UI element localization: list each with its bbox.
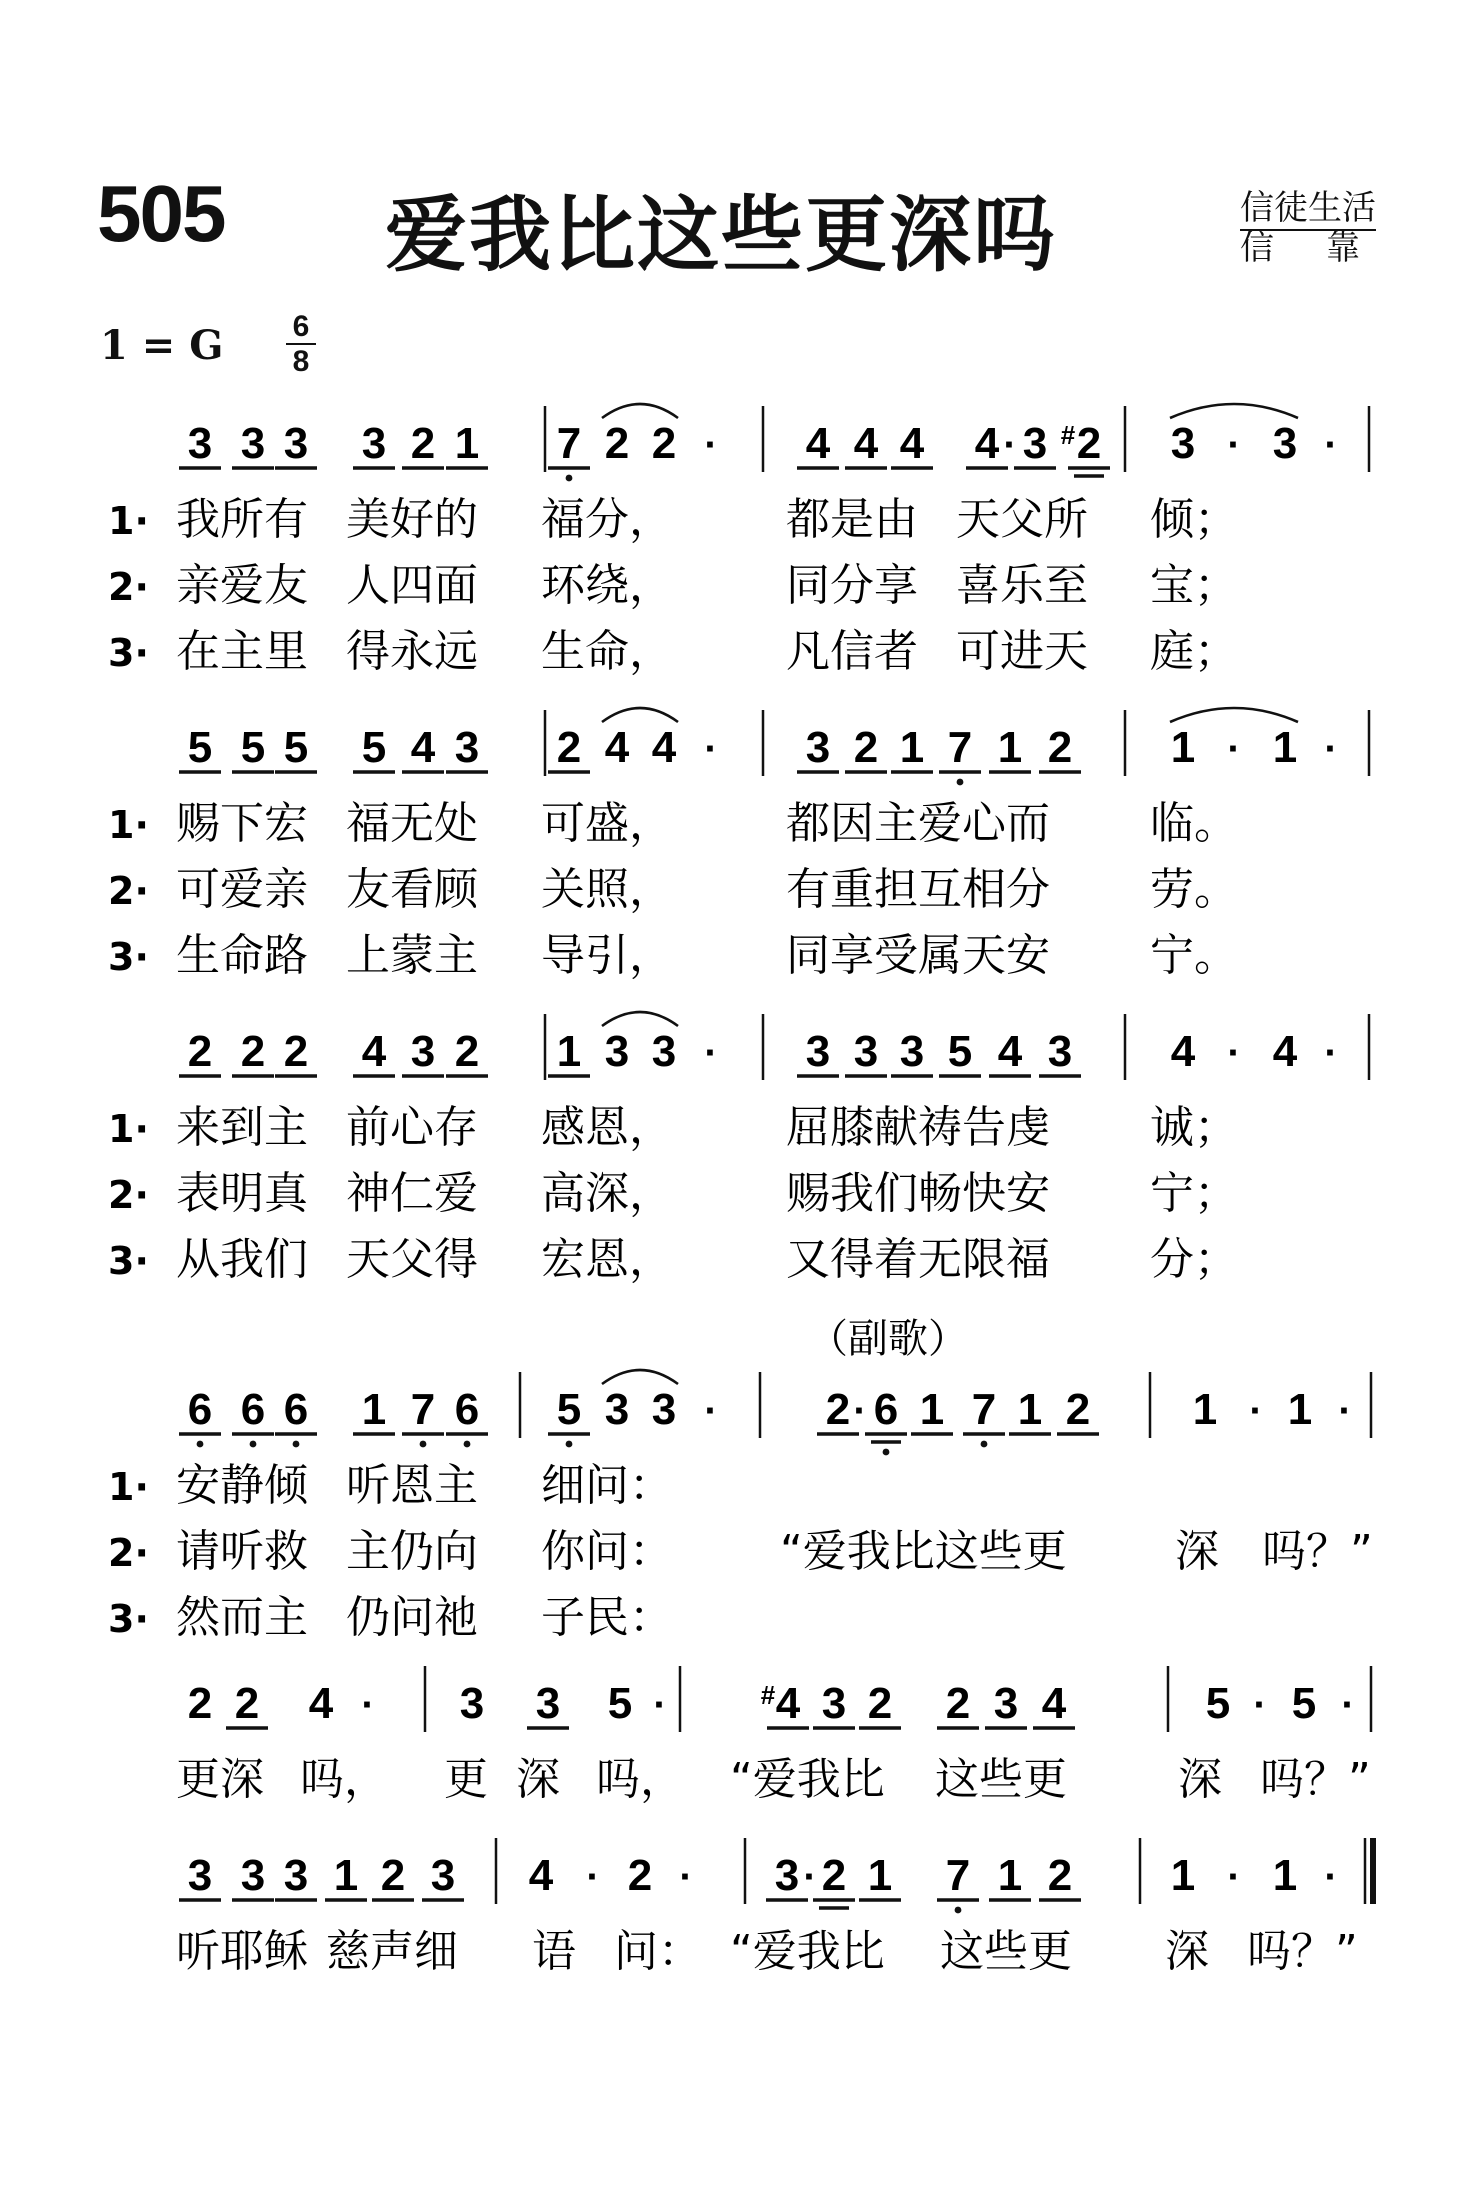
system-4 xyxy=(108,1316,1373,1643)
lyric: 然而主 xyxy=(176,1592,308,1643)
note: 6 xyxy=(454,1385,480,1434)
note: 1 xyxy=(1287,1385,1313,1434)
lyric: 天父得 xyxy=(346,1234,478,1285)
lyric: 慈声细 xyxy=(326,1926,458,1977)
slur xyxy=(602,1012,678,1026)
duration-dot: · xyxy=(704,423,718,467)
lyric: 福无处 xyxy=(346,798,478,849)
note: 4 xyxy=(1041,1679,1067,1728)
note: 1 xyxy=(361,1385,387,1434)
lyric: 得永远 xyxy=(346,626,478,677)
lyric: 子民： xyxy=(541,1592,673,1643)
note: 1 xyxy=(454,419,480,468)
lyric: 你问： xyxy=(541,1526,673,1577)
lyric: 仍问祂 xyxy=(346,1592,478,1643)
note: 2 xyxy=(1047,1851,1073,1900)
duration-dot: · xyxy=(1003,423,1017,467)
duration-dot: · xyxy=(1227,727,1241,771)
note: 3 xyxy=(1272,419,1298,468)
time-signature-top: 6 xyxy=(292,310,310,343)
note: 2 xyxy=(627,1851,653,1900)
lyric: 请听救 xyxy=(176,1526,308,1577)
lyric: “爱我比 xyxy=(730,1926,885,1977)
note: 4 xyxy=(528,1851,554,1900)
lyric: 更深 xyxy=(176,1754,264,1805)
note: 5 xyxy=(187,723,213,772)
note: 6 xyxy=(187,1385,213,1434)
note: 3 xyxy=(410,1027,436,1076)
lyric: 赐我们畅快安 xyxy=(786,1168,1050,1219)
duration-dot: · xyxy=(1324,423,1338,467)
duration-dot: · xyxy=(704,1031,718,1075)
verse-number: 2· xyxy=(108,869,149,913)
lyric: 同分享 xyxy=(786,560,918,611)
note: 4 xyxy=(775,1679,801,1728)
note: 4 xyxy=(651,723,677,772)
lyric: 感恩， xyxy=(541,1102,673,1153)
lyric: 宁。 xyxy=(1150,930,1238,981)
note: 1 xyxy=(333,1851,359,1900)
note: 3 xyxy=(805,723,831,772)
duration-dot: · xyxy=(1341,1683,1355,1727)
octave-dot xyxy=(293,1441,300,1448)
slur xyxy=(1170,708,1298,722)
note: 1 xyxy=(867,1851,893,1900)
note: 3 xyxy=(853,1027,879,1076)
lyric: 更 xyxy=(444,1754,488,1805)
note: 4 xyxy=(853,419,879,468)
note: 3 xyxy=(604,1385,630,1434)
note: 4 xyxy=(1272,1027,1298,1076)
lyric: 安静倾 xyxy=(176,1460,308,1511)
note: 3 xyxy=(459,1679,485,1728)
note: 5 xyxy=(1205,1679,1231,1728)
note: 4 xyxy=(410,723,436,772)
credit-subcategory: 信靠 xyxy=(1240,228,1412,268)
lyric: 主仍向 xyxy=(346,1526,478,1577)
note: 7 xyxy=(556,419,582,468)
lyric: 导引， xyxy=(541,930,673,981)
octave-dot xyxy=(955,1907,962,1914)
lyric: 有重担互相分 xyxy=(786,864,1050,915)
note: 3 xyxy=(535,1679,561,1728)
duration-dot: · xyxy=(1324,727,1338,771)
note: 5 xyxy=(240,723,266,772)
note: 2 xyxy=(380,1851,406,1900)
lyric: 上蒙主 xyxy=(346,930,478,981)
note: 5 xyxy=(361,723,387,772)
slur xyxy=(602,404,678,418)
sharp-sign: # xyxy=(760,1680,776,1710)
lyric: 吗？” xyxy=(1262,1526,1373,1577)
note: 4 xyxy=(1170,1027,1196,1076)
note: 2 xyxy=(234,1679,260,1728)
octave-dot xyxy=(420,1441,427,1448)
note: 3 xyxy=(821,1679,847,1728)
note: 3 xyxy=(454,723,480,772)
note: 1 xyxy=(1192,1385,1218,1434)
slur xyxy=(602,708,678,722)
credit-category: 信徒生活 xyxy=(1240,180,1376,231)
note: 4 xyxy=(997,1027,1023,1076)
lyric: 宏恩， xyxy=(541,1234,673,1285)
lyric: 赐下宏 xyxy=(176,798,308,849)
octave-dot xyxy=(464,1441,471,1448)
lyric: 我所有 xyxy=(176,494,308,545)
note: 2 xyxy=(410,419,436,468)
octave-dot xyxy=(566,475,573,482)
lyric: 可盛， xyxy=(541,798,673,849)
octave-dot xyxy=(250,1441,257,1448)
note: 7 xyxy=(945,1851,971,1900)
duration-dot: · xyxy=(361,1683,375,1727)
note: 3 xyxy=(899,1027,925,1076)
note: 6 xyxy=(873,1385,899,1434)
lyric: 表明真 xyxy=(176,1168,308,1219)
lyric: 在主里 xyxy=(176,626,308,677)
verse-number: 1· xyxy=(108,499,149,543)
note: 3 xyxy=(187,419,213,468)
duration-dot: · xyxy=(704,1389,718,1433)
note: 2 xyxy=(556,723,582,772)
note: 2 xyxy=(454,1027,480,1076)
note: 3 xyxy=(283,419,309,468)
note: 2 xyxy=(240,1027,266,1076)
lyric: 人四面 xyxy=(346,560,478,611)
octave-dot xyxy=(883,1449,890,1456)
note: 2 xyxy=(1065,1385,1091,1434)
note: 2 xyxy=(1047,723,1073,772)
lyric: 生命， xyxy=(541,626,673,677)
lyric: 深 xyxy=(1178,1754,1222,1805)
lyric: 美好的 xyxy=(346,494,478,545)
lyric: 生命路 xyxy=(176,930,308,981)
lyric: 深 xyxy=(516,1754,560,1805)
note: 3 xyxy=(240,419,266,468)
note: 6 xyxy=(283,1385,309,1434)
lyric: 吗？” xyxy=(1247,1926,1358,1977)
note: 3 xyxy=(1047,1027,1073,1076)
duration-dot: · xyxy=(1338,1389,1352,1433)
verse-number: 1· xyxy=(108,1465,149,1509)
note: 3 xyxy=(1170,419,1196,468)
lyric: 屈膝献祷告虔 xyxy=(786,1102,1050,1153)
note: 5 xyxy=(607,1679,633,1728)
lyric: 这些更 xyxy=(935,1754,1067,1805)
verse-number: 2· xyxy=(108,1173,149,1217)
section-label: （副歌） xyxy=(808,1316,968,1362)
lyric: 宁； xyxy=(1150,1168,1238,1219)
duration-dot: · xyxy=(1253,1683,1267,1727)
lyric: 听耶稣 xyxy=(176,1926,308,1977)
note: 4 xyxy=(604,723,630,772)
note: 1 xyxy=(1272,723,1298,772)
lyric: 环绕， xyxy=(541,560,673,611)
note: 4 xyxy=(361,1027,387,1076)
verse-number: 1· xyxy=(108,803,149,847)
hymn-title: 爱我比这些更深吗 xyxy=(385,188,1058,283)
lyric: 深 xyxy=(1165,1926,1209,1977)
lyric: 高深， xyxy=(541,1168,673,1219)
lyric: 这些更 xyxy=(940,1926,1072,1977)
lyric: 深 xyxy=(1175,1526,1219,1577)
note: 1 xyxy=(919,1385,945,1434)
note: 4 xyxy=(308,1679,334,1728)
duration-dot: · xyxy=(1227,423,1241,467)
verse-number: 1· xyxy=(108,1107,149,1151)
lyric: 都是由 xyxy=(786,494,918,545)
note: 3 xyxy=(651,1385,677,1434)
lyric: 听恩主 xyxy=(346,1460,478,1511)
lyric: 吗， xyxy=(596,1754,684,1805)
lyric: 吗？” xyxy=(1260,1754,1371,1805)
note: 1 xyxy=(1170,723,1196,772)
note: 3 xyxy=(651,1027,677,1076)
system-3 xyxy=(108,1012,1369,1285)
note: 3 xyxy=(240,1851,266,1900)
note: 2 xyxy=(945,1679,971,1728)
lyric: 劳。 xyxy=(1150,864,1238,915)
sharp-sign: # xyxy=(1060,420,1076,450)
system-6 xyxy=(176,1838,1373,1977)
note: 3 xyxy=(774,1851,800,1900)
lyric: 又得着无限福 xyxy=(786,1234,1050,1285)
lyric: 福分， xyxy=(541,494,673,545)
verse-number: 2· xyxy=(108,1531,149,1575)
note: 5 xyxy=(1291,1679,1317,1728)
lyric: 问： xyxy=(614,1926,702,1977)
note: 1 xyxy=(556,1027,582,1076)
duration-dot: · xyxy=(679,1855,693,1899)
duration-dot: · xyxy=(704,727,718,771)
slur xyxy=(602,1370,678,1384)
note: 3 xyxy=(430,1851,456,1900)
lyric: 同享受属天安 xyxy=(786,930,1050,981)
note: 6 xyxy=(240,1385,266,1434)
lyric: 友看顾 xyxy=(346,864,478,915)
duration-dot: · xyxy=(853,1389,867,1433)
lyric: 来到主 xyxy=(176,1102,308,1153)
time-signature-bottom: 8 xyxy=(292,345,310,378)
lyric: 倾； xyxy=(1150,494,1238,545)
note: 3 xyxy=(361,419,387,468)
lyric: 喜乐至 xyxy=(956,560,1088,611)
note: 3 xyxy=(283,1851,309,1900)
key-signature: 1 = G xyxy=(100,322,224,369)
verse-number: 3· xyxy=(108,631,149,675)
verse-number: 2· xyxy=(108,565,149,609)
duration-dot: · xyxy=(1324,1855,1338,1899)
note: 2 xyxy=(821,1851,847,1900)
note: 7 xyxy=(971,1385,997,1434)
note: 3 xyxy=(1022,419,1048,468)
octave-dot xyxy=(957,779,964,786)
lyric: 关照， xyxy=(541,864,673,915)
note: 5 xyxy=(947,1027,973,1076)
lyric: 庭； xyxy=(1150,626,1238,677)
lyric: 前心存 xyxy=(346,1102,478,1153)
lyric: 吗， xyxy=(300,1754,388,1805)
lyric: “爱我比这些更 xyxy=(780,1526,1067,1577)
octave-dot xyxy=(566,1441,573,1448)
note: 4 xyxy=(805,419,831,468)
duration-dot: · xyxy=(803,1855,817,1899)
note: 2 xyxy=(853,723,879,772)
note: 2 xyxy=(187,1027,213,1076)
system-2 xyxy=(108,708,1369,981)
note: 4 xyxy=(899,419,925,468)
lyric: 可爱亲 xyxy=(176,864,308,915)
note: 1 xyxy=(899,723,925,772)
note: 1 xyxy=(1170,1851,1196,1900)
note: 4 xyxy=(974,419,1000,468)
lyric: 分； xyxy=(1150,1234,1238,1285)
verse-number: 3· xyxy=(108,1597,149,1641)
lyric: 可进天 xyxy=(956,626,1088,677)
slur xyxy=(1170,404,1298,418)
octave-dot xyxy=(197,1441,204,1448)
note: 1 xyxy=(997,1851,1023,1900)
note: 2 xyxy=(825,1385,851,1434)
note: 3 xyxy=(187,1851,213,1900)
lyric: 语 xyxy=(532,1926,576,1977)
note: 7 xyxy=(947,723,973,772)
lyric: “爱我比 xyxy=(730,1754,885,1805)
system-1 xyxy=(108,404,1369,677)
lyric: 天父所 xyxy=(956,494,1088,545)
note: 2 xyxy=(867,1679,893,1728)
lyric: 都因主爱心而 xyxy=(786,798,1050,849)
lyric: 临。 xyxy=(1150,798,1238,849)
octave-dot xyxy=(981,1441,988,1448)
verse-number: 3· xyxy=(108,1239,149,1283)
duration-dot: · xyxy=(1227,1031,1241,1075)
note: 2 xyxy=(1076,419,1102,468)
lyric: 亲爱友 xyxy=(176,560,308,611)
duration-dot: · xyxy=(586,1855,600,1899)
hymn-number: 505 xyxy=(97,169,225,258)
note: 1 xyxy=(1272,1851,1298,1900)
system-5 xyxy=(176,1666,1371,1805)
note: 5 xyxy=(556,1385,582,1434)
note: 7 xyxy=(410,1385,436,1434)
note: 2 xyxy=(651,419,677,468)
note: 3 xyxy=(604,1027,630,1076)
duration-dot: · xyxy=(1227,1855,1241,1899)
lyric: 诚； xyxy=(1150,1102,1238,1153)
note: 2 xyxy=(604,419,630,468)
note: 3 xyxy=(993,1679,1019,1728)
note: 2 xyxy=(283,1027,309,1076)
duration-dot: · xyxy=(653,1683,667,1727)
duration-dot: · xyxy=(1324,1031,1338,1075)
note: 2 xyxy=(187,1679,213,1728)
lyric: 宝； xyxy=(1150,560,1238,611)
note: 1 xyxy=(997,723,1023,772)
verse-number: 3· xyxy=(108,935,149,979)
note: 1 xyxy=(1017,1385,1043,1434)
lyric: 凡信者 xyxy=(786,626,918,677)
note: 3 xyxy=(805,1027,831,1076)
note: 5 xyxy=(283,723,309,772)
duration-dot: · xyxy=(1249,1389,1263,1433)
lyric: 细问： xyxy=(541,1460,673,1511)
lyric: 从我们 xyxy=(176,1234,308,1285)
lyric: 神仁爱 xyxy=(346,1168,478,1219)
